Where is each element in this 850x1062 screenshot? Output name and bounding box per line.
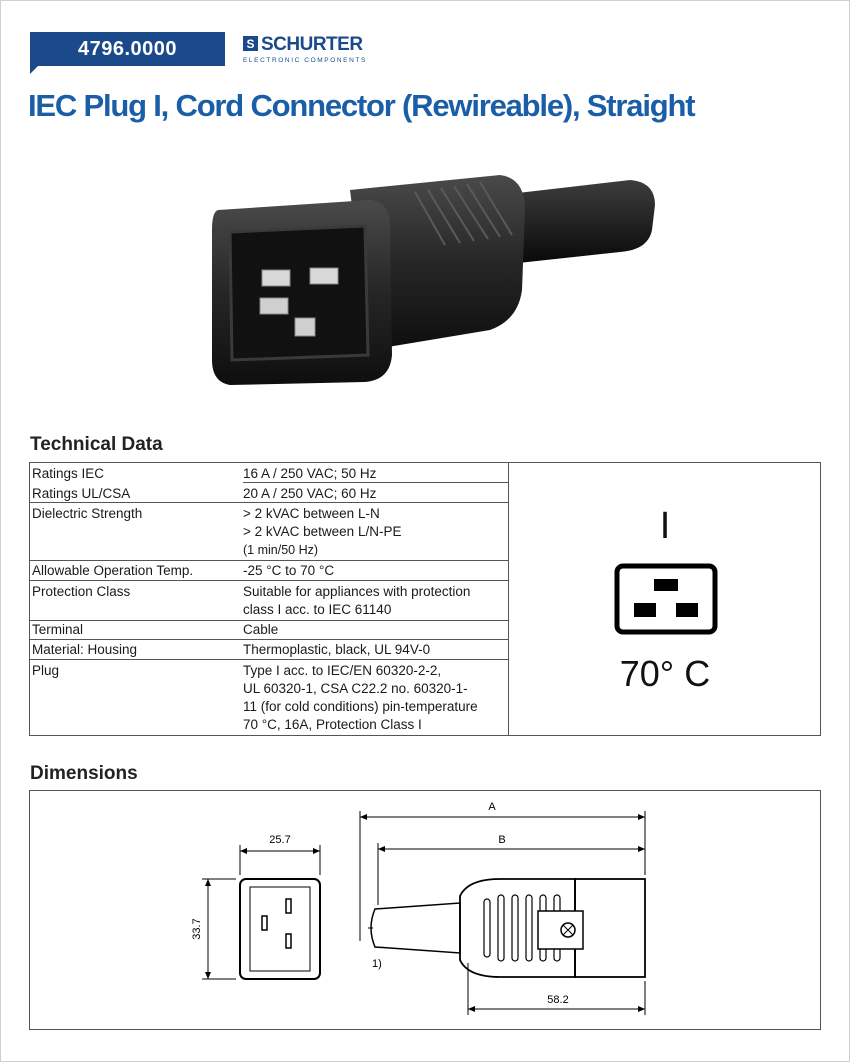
spec-value-line: > 2 kVAC between L/N-PE: [243, 524, 402, 539]
logo-text: SCHURTER: [261, 34, 363, 55]
spec-value-line: 70 °C, 16A, Protection Class I: [243, 717, 422, 732]
spec-value: Thermoplastic, black, UL 94V-0: [243, 642, 431, 657]
spec-label: Dielectric Strength: [32, 506, 143, 521]
technical-data-heading: Technical Data: [30, 434, 163, 455]
spec-value: [243, 505, 507, 559]
dimension-drawing-svg: [30, 791, 820, 1029]
iec-plug-symbol-icon: [614, 563, 718, 635]
spec-value-line: UL 60320-1, CSA C22.2 no. 60320-1-: [243, 681, 468, 696]
dim-note-label: 1): [372, 958, 382, 970]
row-rule: [30, 659, 508, 660]
logo-mark: S: [243, 36, 258, 51]
dim-b-label: B: [498, 834, 506, 846]
spec-value: 20 A / 250 VAC; 60 Hz: [243, 486, 377, 501]
spec-label: Allowable Operation Temp.: [32, 563, 194, 578]
logo-subtitle: ELECTRONIC COMPONENTS: [243, 57, 367, 64]
page-title: IEC Plug I, Cord Connector (Rewireable), Straight: [28, 88, 695, 123]
spec-label: Material: Housing: [32, 642, 138, 657]
pin-temperature-label: 70° C: [619, 653, 711, 694]
spec-label: Terminal: [32, 622, 84, 637]
technical-data-table: [29, 462, 821, 736]
spec-value: 16 A / 250 VAC; 50 Hz: [243, 466, 377, 481]
part-number-badge: [30, 32, 225, 66]
spec-label: Ratings UL/CSA: [32, 486, 131, 501]
badge-notch: [30, 66, 38, 74]
plug-symbol-panel: [509, 463, 821, 735]
dim-width-label: 25.7: [269, 834, 291, 846]
spec-value: -25 °C to 70 °C: [243, 563, 335, 578]
dim-body-length-label: 58.2: [547, 994, 569, 1006]
spec-value: [243, 662, 507, 734]
spec-value-line: 11 (for cold conditions) pin-temperature: [243, 699, 478, 714]
row-rule: [30, 502, 508, 503]
schurter-logo: [243, 34, 383, 68]
dim-a-label: A: [488, 801, 496, 813]
spec-label: Ratings IEC: [32, 466, 105, 481]
spec-label: Plug: [32, 663, 60, 678]
spec-value: [243, 583, 507, 619]
spec-value-line: class I acc. to IEC 61140: [243, 602, 392, 617]
spec-value-line: Suitable for appliances with protection: [243, 584, 471, 599]
part-number: 4796.0000: [77, 37, 178, 60]
spec-value-line: Type I acc. to IEC/EN 60320-2-2,: [243, 663, 442, 678]
spec-value-line: > 2 kVAC between L-N: [243, 506, 380, 521]
dim-height-label: 33.7: [191, 918, 203, 940]
row-rule: [30, 560, 508, 561]
spec-value-line: (1 min/50 Hz): [243, 543, 319, 557]
dimensions-heading: Dimensions: [30, 763, 138, 784]
dimensions-drawing: [29, 790, 821, 1030]
spec-label: Protection Class: [32, 584, 131, 599]
row-rule: [30, 639, 508, 640]
protection-class-label: I: [659, 505, 671, 547]
row-rule: [30, 580, 508, 581]
spec-value: Cable: [243, 622, 279, 637]
row-rule: [243, 482, 508, 483]
product-photo: [200, 170, 660, 400]
